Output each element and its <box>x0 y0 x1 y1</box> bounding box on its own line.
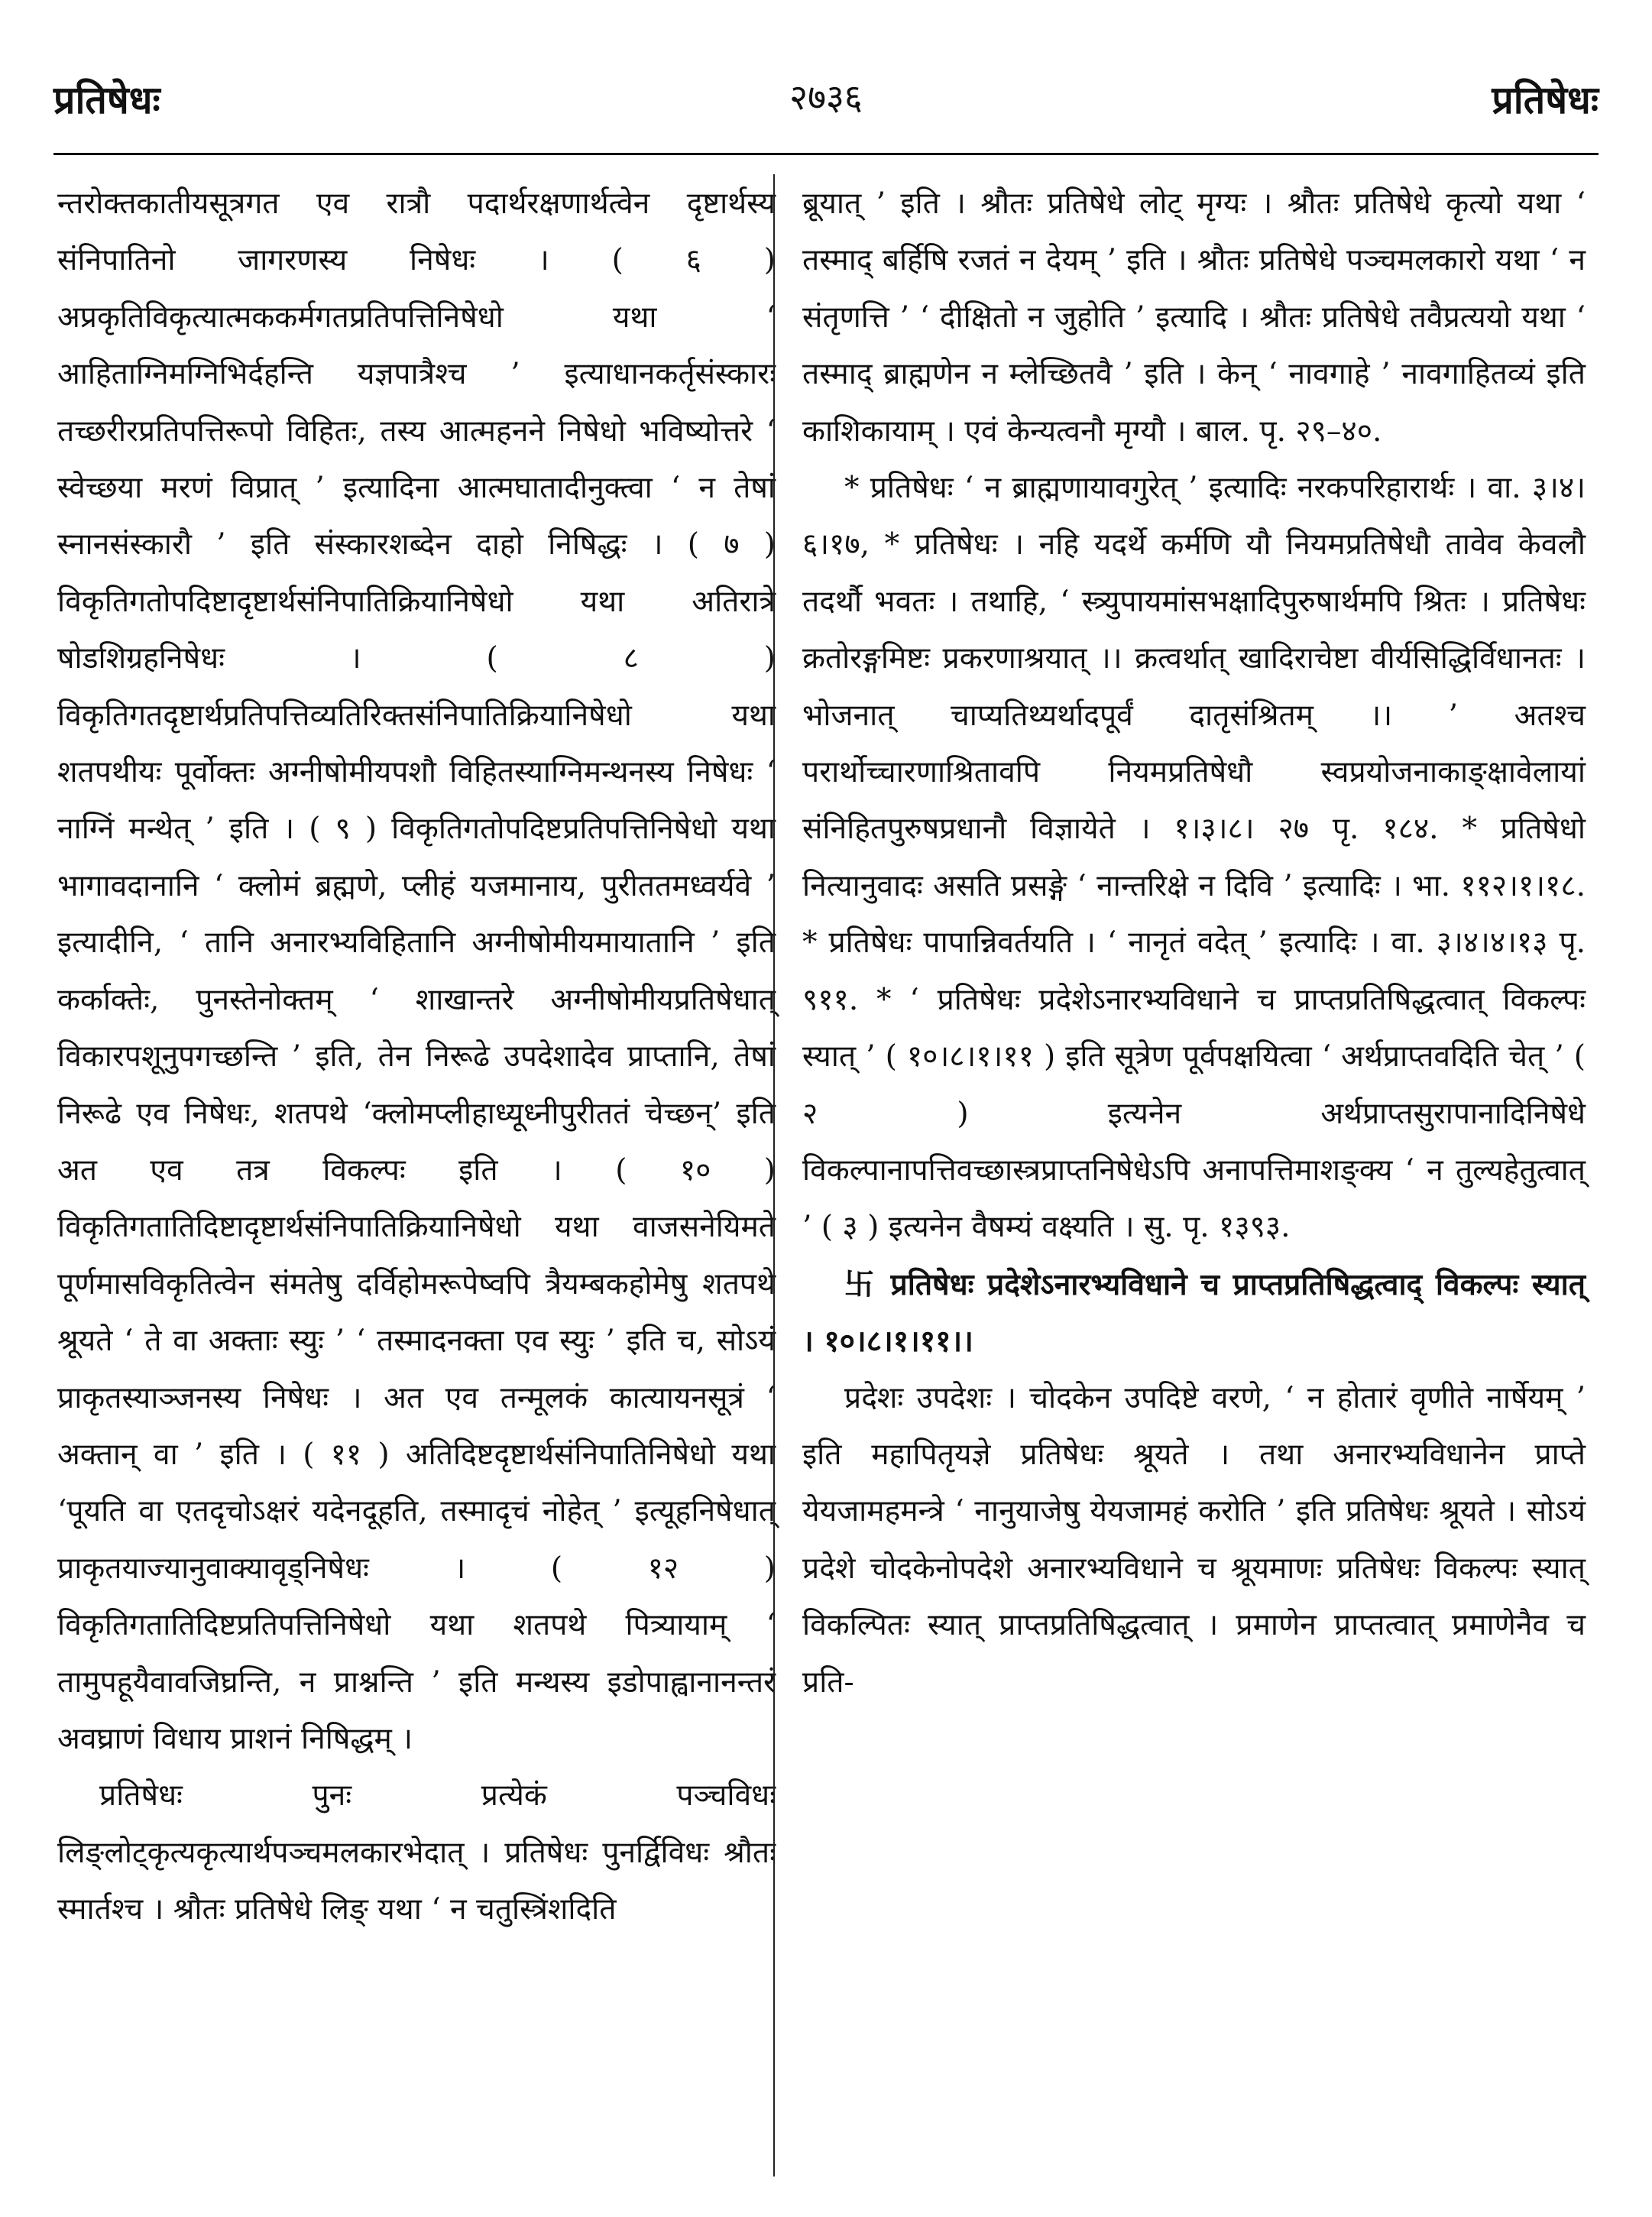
left-paragraph-1: न्तरोक्तकातीयसूत्रगत एव रात्रौ पदार्थरक्षणार्थत्वेन दृष्टार्थस्य संनिपातिनो जागरणस्य निषेधः । ( ६ ) अप्रकृतिविकृत्यात्मककर्मगतप्रतिपत्तिनिषेधो यथा ‘ आहिताग्निमग्निभिर्दहन्ति यज्ञपात्रैश्च ’ इत्याधानकर्तृसंस्कारः तच्छरीरप्रतिपत्तिरूपो विहितः, तस्य आत्महनने निषेधो भविष्योत्तरे ‘ स्वेच्छया मरणं विप्रात् ’ इत्यादिना आत्मघातादीनुक्त्वा ‘ न तेषां स्नानसंस्कारौ ’ इति संस्कारशब्देन दाहो निषिद्धः । ( ७ ) विकृतिगतोपदिष्टादृष्टार्थसंनिपातिक्रियानिषेधो यथा अतिरात्रे षोडशिग्रहनिषेधः । ( ८ ) विकृतिगतदृष्टार्थप्रतिपत्तिव्यतिरिक्तसंनिपातिक्रियानिषेधो यथा शतपथीयः पूर्वोक्तः अग्नीषोमीयपशौ विहितस्याग्निमन्थनस्य निषेधः ‘ नाग्निं मन्थेत् ’ इति । ( ९ ) विकृतिगतोपदिष्टप्रतिपत्तिनिषेधो यथा भागावदानानि ‘ क्लोमं ब्रह्मणे, प्लीहं यजमानाय, पुरीततमध्वर्यवे ’ इत्यादीनि, ‘ तानि अनारभ्यविहितानि अग्नीषोमीयमायातानि ’ इति कर्काक्तेः, पुनस्तेनोक्तम् ‘ शाखान्तरे अग्नीषोमीयप्रतिषेधात् विकारपशूनुपगच्छन्ति ’ इति, तेन निरूढे उपदेशादेव प्राप्तानि, तेषां निरूढे एव निषेधः, शतपथे ‘क्लोमप्लीहाध्यूध्नीपुरीततं चेच्छन्’ इति अत एव तत्र विकल्पः इति । ( १० ) विकृतिगतातिदिष्टादृष्टार्थसंनिपातिक्रियानिषेधो यथा वाजसनेयिमते पूर्णमासविकृतित्वेन संमतेषु दर्विहोमरूपेष्वपि त्रैयम्बकहोमेषु शतपथे श्रूयते ‘ ते वा अक्ताः स्युः ’ ‘ तस्मादनक्ता एव स्युः ’ इति च, सोऽयं प्राकृतस्याञ्जनस्य निषेधः । अत एव तन्मूलकं कात्यायनसूत्रं ‘ अक्तान् वा ’ इति । ( ११ ) अतिदिष्टदृष्टार्थसंनिपातिनिषेधो यथा ‘पूयति वा एतदृचोऽक्षरं यदेनदूहति, तस्मादृचं नोहेत् ’ इत्यूहनिषेधात् प्राकृतयाज्यानुवाक्यावृड्निषेधः । ( १२ ) विकृतिगतातिदिष्टप्रतिपत्तिनिषेधो यथा शतपथे पित्र्यायाम् ‘ तामुपहूयैवावजिघ्रन्ति, न प्राश्नन्ति ’ इति मन्थस्य इडोपाह्वानानन्तरं अवघ्राणं विधाय प्राशनं निषिद्धम् । <box>57 186 776 1756</box>
page-header <box>53 73 1599 141</box>
left-column <box>57 176 776 2163</box>
page-number: २७३६ <box>789 76 863 118</box>
header-right-title: प्रतिषेधः <box>1492 77 1599 122</box>
right-sutra-heading: 卐 प्रतिषेधः प्रदेशेऽनारभ्यविधाने च प्राप्तप्रतिषिद्धत्वाद् विकल्पः स्यात् । १०।८।१।११।। <box>802 1266 1586 1360</box>
right-column <box>802 176 1586 2163</box>
right-paragraph-2: * प्रतिषेधः ‘ न ब्राह्मणायावगुरेत् ’ इत्यादिः नरकपरिहारार्थः । वा. ३।४।६।१७, * प्रतिषेधः । नहि यदर्थे कर्मणि यौ नियमप्रतिषेधौ तावेव केवलौ तदर्थौ भवतः । तथाहि, ‘ स्त्र्युपायमांसभक्षादिपुरुषार्थमपि श्रितः । प्रतिषेधः क्रतोरङ्गमिष्टः प्रकरणाश्रयात् ।। क्रत्वर्थात् खादिराचेष्टा वीर्यसिद्धिर्विधानतः । भोजनात् चाप्यतिथ्यर्थादपूर्वं दातृसंश्रितम् ।। ’ अतश्च परार्थोच्चारणाश्रितावपि नियमप्रतिषेधौ स्वप्रयोजनाकाङ्क्षावेलायां संनिहितपुरुषप्रधानौ विज्ञायेते । १।३।८। २७ पृ. १८४. * प्रतिषेधो नित्यानुवादः असति प्रसङ्गे ‘ नान्तरिक्षे न दिवि ’ इत्यादिः । भा. ११२।१।१८. * प्रतिषेधः पापान्निवर्तयति । ‘ नानृतं वदेत् ’ इत्यादिः । वा. ३।४।४।१३ पृ. ९११. * ‘ प्रतिषेधः प्रदेशेऽनारभ्यविधाने च प्राप्तप्रतिषिद्धत्वात् विकल्पः स्यात् ’ ( १०।८।१।११ ) इति सूत्रेण पूर्वपक्षयित्वा ‘ अर्थप्राप्तवदिति चेत् ’ ( २ ) इत्यनेन अर्थप्राप्तसुरापानादिनिषेधे विकल्पानापत्तिवच्छास्त्रप्राप्तनिषेधेऽपि अनापत्तिमाशङ्क्य ‘ न तुल्यहेतुत्वात् ’ ( ३ ) इत्यनेन वैषम्यं वक्ष्यति । सु. पृ. १३९३. <box>802 471 1586 1245</box>
header-rule <box>53 153 1599 155</box>
header-left-title: प्रतिषेधः <box>53 77 160 122</box>
right-paragraph-3: प्रदेशः उपदेशः । चोदकेन उपदिष्टे वरणे, ‘ न होतारं वृणीते नार्षेयम् ’ इति महापितृयज्ञे प्रतिषेधः श्रूयते । तथा अनारभ्यविधानेन प्राप्ते येयजामहमन्त्रे ‘ नानुयाजेषु येयजामहं करोति ’ इति प्रतिषेधः श्रूयते । सोऽयं प्रदेशे चोदकेनोपदेशे अनारभ्यविधाने च श्रूयमाणः प्रतिषेधः विकल्पः स्यात् विकल्पितः स्यात् प्राप्तप्रतिषिद्धत्वात् । प्रमाणेन प्राप्तत्वात् प्रमाणेनैव च प्रति- <box>802 1380 1586 1700</box>
column-divider <box>773 174 775 2176</box>
left-paragraph-2: प्रतिषेधः पुनः प्रत्येकं पञ्चविधः लिङ्लोट्कृत्यकृत्यार्थपञ्चमलकारभेदात् । प्रतिषेधः पुनर्द्विविधः श्रौतः स्मार्तश्च । श्रौतः प्रतिषेधे लिङ् यथा ‘ न चतुस्त्रिंशदिति <box>57 1778 776 1927</box>
right-paragraph-1: ब्रूयात् ’ इति । श्रौतः प्रतिषेधे लोट् मृग्यः । श्रौतः प्रतिषेधे कृत्यो यथा ‘ तस्माद् बर्हिषि रजतं न देयम् ’ इति । श्रौतः प्रतिषेधे पञ्चमलकारो यथा ‘ न संतृणत्ति ’ ‘ दीक्षितो न जुहोति ’ इत्यादि । श्रौतः प्रतिषेधे तवैप्रत्ययो यथा ‘ तस्माद् ब्राह्मणेन न म्लेच्छितवै ’ इति । केन् ‘ नावगाहे ’ नावगाहितव्यं इति काशिकायाम् । एवं केन्यत्वनौ मृग्यौ । बाल. पृ. २९–४०. <box>802 186 1586 449</box>
